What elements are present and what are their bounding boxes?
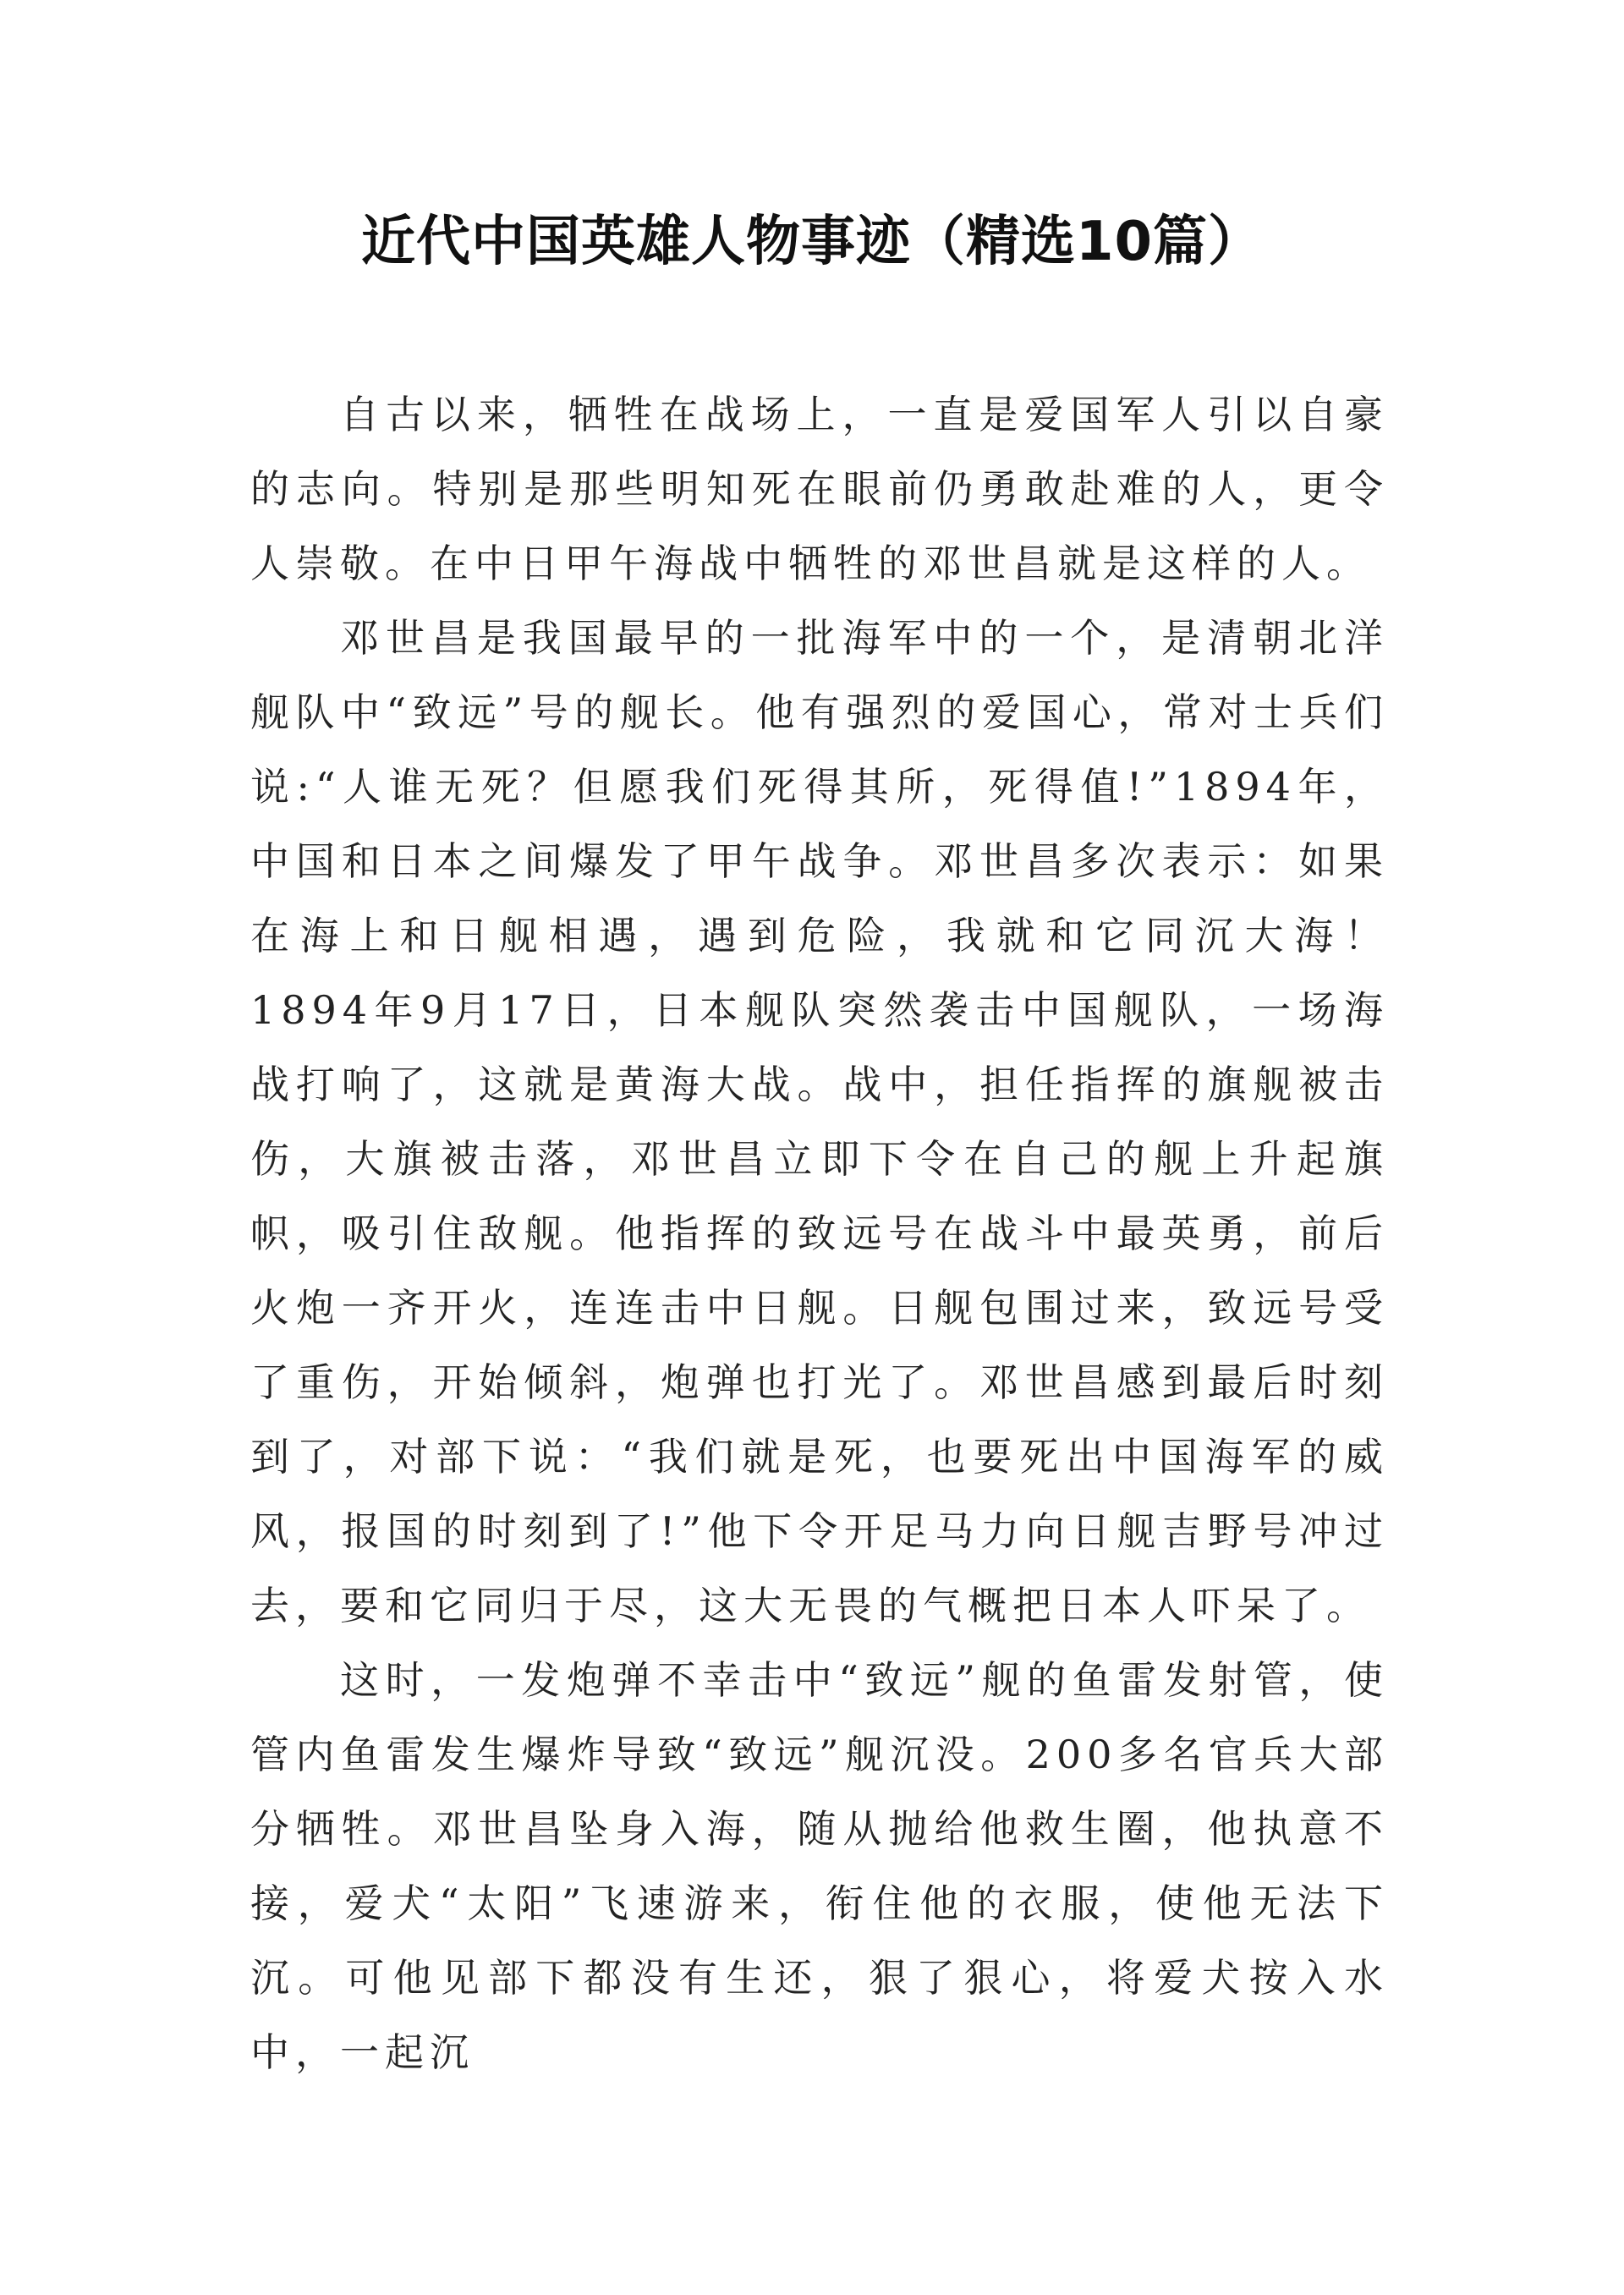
paragraph-intro: 自古以来，牺牲在战场上，一直是爱国军人引以自豪的志向。特别是那些明知死在眼前仍勇敢赴难的人，更令人崇敬。在中日甲午海战中牺牲的邓世昌就是这样的人。 <box>250 392 1389 586</box>
paragraph-deng-shichang: 邓世昌是我国最早的一批海军中的一个，是清朝北洋舰队中“致远”号的舰长。他有强烈的爱国心，常对士兵们说:“人谁无死？但愿我们死得其所，死得值!”1894年，中国和日本之间爆发了甲午战争。邓世昌多次表示：如果在海上和日舰相遇，遇到危险，我就和它同沉大海！1894年9月17日，日本舰队突然袭击中国舰队，一场海战打响了，这就是黄海大战。战中，担任指挥的旗舰被击伤，大旗被击落，邓世昌立即下令在自己的舰上升起旗帜，吸引住敌舰。他指挥的致远号在战斗中最英勇，前后火炮一齐开火，连连击中日舰。日舰包围过来，致远号受了重伤，开始倾斜，炮弹也打光了。邓世昌感到最后时刻到了，对部下说：“我们就是死，也要死出中国海军的威风，报国的时刻到了!”他下令开足马力向日舰吉野号冲过去，要和它同归于尽，这大无畏的气概把日本人吓呆了。 <box>250 615 1389 1628</box>
document-body <box>250 377 1389 2089</box>
paragraph-sinking: 这时，一发炮弹不幸击中“致远”舰的鱼雷发射管，使管内鱼雷发生爆炸导致“致远”舰沉没。200多名官兵大部分牺牲。邓世昌坠身入海，随从抛给他救生圈，他执意不接，爱犬“太阳”飞速游来，衔住他的衣服，使他无法下沉。可他见部下都没有生还，狠了狠心，将爱犬按入水中，一起沉 <box>250 1657 1389 2075</box>
document-title: 近代中国英雄人物事迹（精选10篇） <box>360 211 1264 273</box>
